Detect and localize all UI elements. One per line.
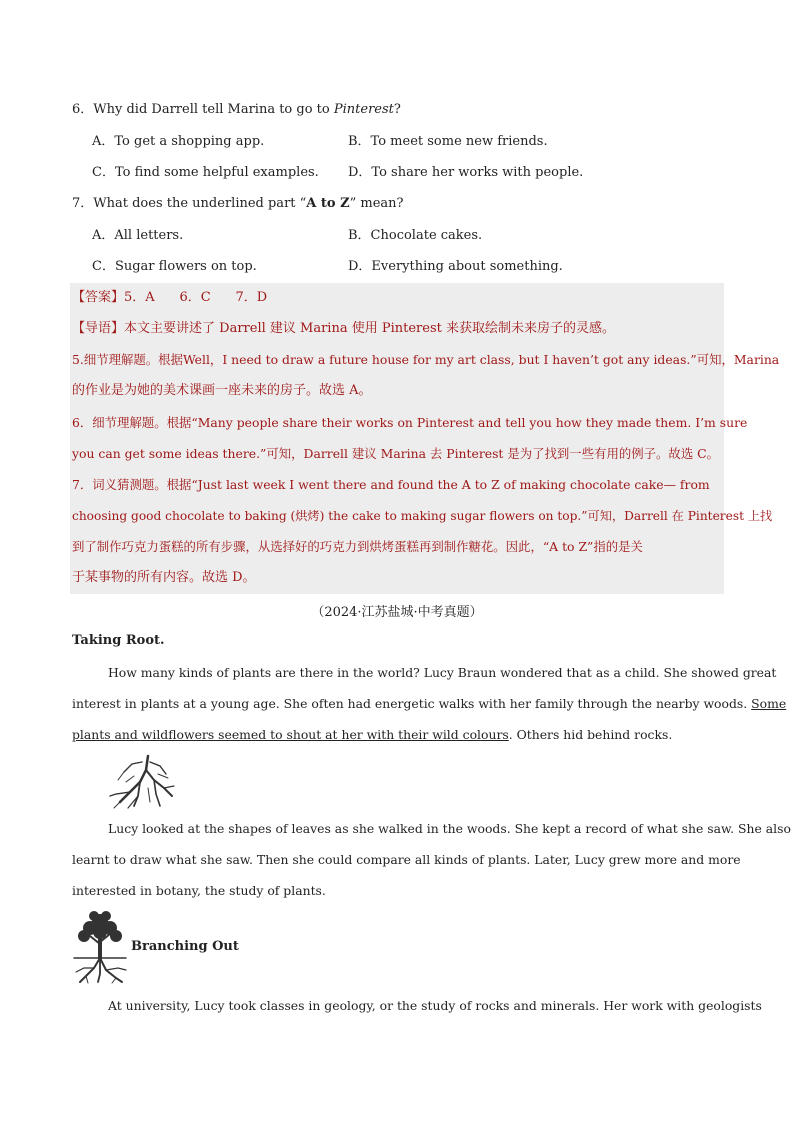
q6-option-b: B．To meet some new friends. xyxy=(348,134,548,149)
tree-illustration xyxy=(72,908,128,984)
paragraph-2-line-3: interested in botany, the study of plants. xyxy=(72,883,326,898)
q7-option-b: B．Chocolate cakes. xyxy=(348,228,483,243)
paragraph-1-line-2: interest in plants at a young age. She often had energetic walks with her family through the nearby woods. Some xyxy=(72,696,787,711)
guide-line: 【导语】本文主要讲述了 Darrell 建议 Marina 使用 Pinterest 来获取绘制未来房子的灵感。 xyxy=(72,321,615,336)
explanation-line-6: choosing good chocolate to baking (烘烤) the cake to making sugar flowers on top.”可知，Darrell 在 Pinterest 上找 xyxy=(72,509,773,523)
explanation-line-4: you can get some ideas there.”可知，Darrell 建议 Marina 去 Pinterest 是为了找到一些有用的例子。故选 C。 xyxy=(72,446,720,461)
explanation-line-8: 于某事物的所有内容。故选 D。 xyxy=(72,570,256,585)
paragraph-2-line-2: learnt to draw what she saw. Then she could compare all kinds of plants. Later, Lucy grew more and more xyxy=(72,852,741,867)
source-label: （2024·江苏盐城·中考真题） xyxy=(311,605,483,620)
explanation-line-1: 5.细节理解题。根据Well，I need to draw a future house for my art class, but I haven’t got any ideas.”可知，Marina xyxy=(72,352,780,367)
explanation-line-5: 7．词义猜测题。根据“Just last week I went there and found the A to Z of making chocolate cake— from xyxy=(72,477,710,492)
paragraph-2-line-1: Lucy looked at the shapes of leaves as she walked in the woods. She kept a record of what she saw. She also xyxy=(108,821,791,836)
q7-option-c: C．Sugar flowers on top. xyxy=(92,259,257,274)
q7-option-a: A．All letters. xyxy=(92,228,184,243)
q7-option-d: D．Everything about something. xyxy=(348,259,563,274)
answer-line: 【答案】5．A 6．C 7．D xyxy=(72,290,268,305)
q6-option-c: C．To find some helpful examples. xyxy=(92,165,319,180)
q6-option-d: D．To share her works with people. xyxy=(348,165,584,180)
underlined-sentence: plants and wildflowers seemed to shout at her with their wild colours xyxy=(72,727,509,742)
question-7-stem: 7．What does the underlined part “A to Z” mean? xyxy=(72,196,404,211)
explanation-line-3: 6．细节理解题。根据“Many people share their works on Pinterest and tell you how they made them. I’m sure xyxy=(72,415,748,430)
paragraph-1-line-1: How many kinds of plants are there in the world? Lucy Braun wondered that as a child. She showed great xyxy=(108,665,777,680)
section-title-branching-out: Branching Out xyxy=(131,939,239,954)
q6-option-a: A．To get a shopping app. xyxy=(92,134,265,149)
section-title-taking-root: Taking Root. xyxy=(72,633,165,648)
roots-illustration xyxy=(108,752,178,810)
question-6-stem: 6．Why did Darrell tell Marina to go to Pinterest? xyxy=(72,102,401,117)
explanation-line-7: 到了制作巧克力蛋糕的所有步骤，从选择好的巧克力到烘烤蛋糕再到制作糖花。因此，“A to Z”指的是关 xyxy=(72,539,643,554)
paragraph-3-line-1: At university, Lucy took classes in geology, or the study of rocks and minerals. Her work with geologists xyxy=(108,998,762,1013)
paragraph-1-line-3: plants and wildflowers seemed to shout at her with their wild colours. Others hid behind rocks. xyxy=(72,727,673,742)
explanation-line-2: 的作业是为她的美术课画一座未来的房子。故选 A。 xyxy=(72,383,372,398)
